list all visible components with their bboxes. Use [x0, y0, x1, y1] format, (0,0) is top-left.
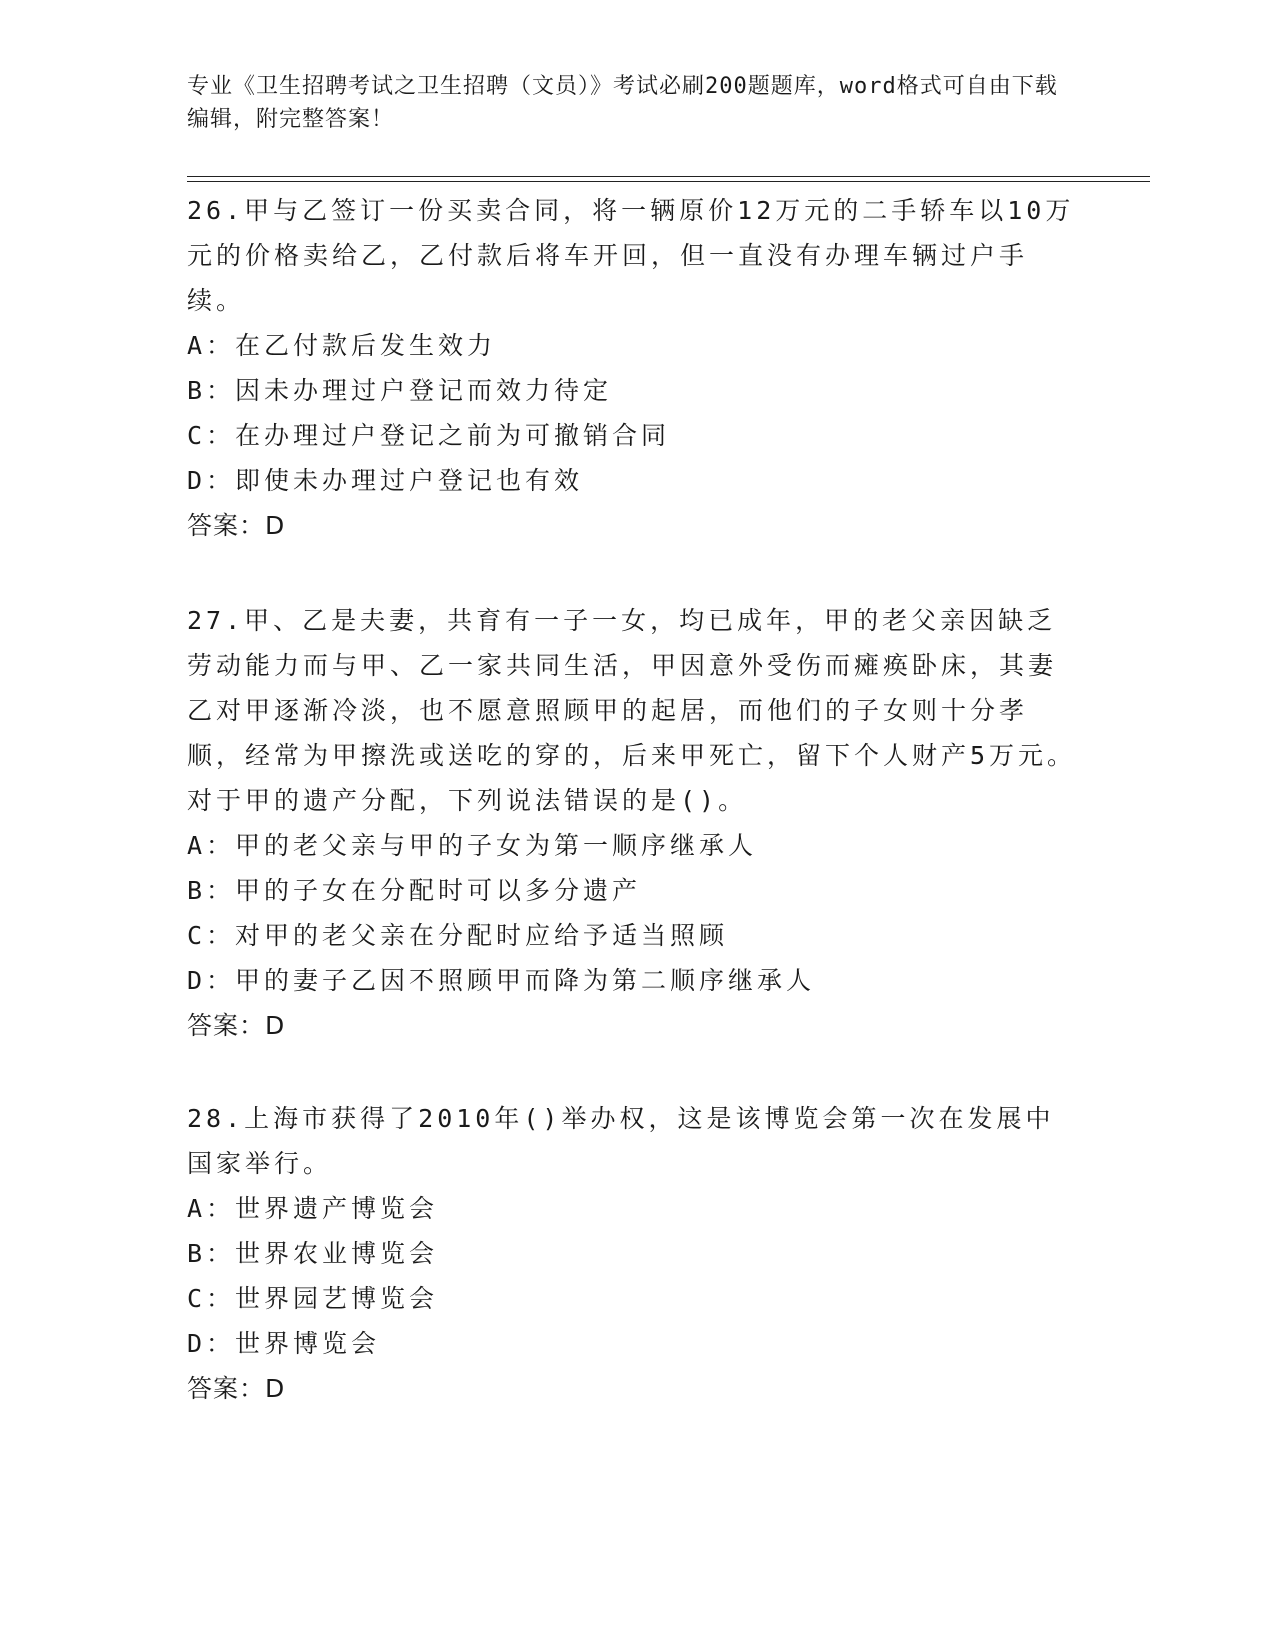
- question-27: [187, 598, 1077, 1048]
- question-stem: 26.甲与乙签订一份买卖合同，将一辆原价12万元的二手轿车以10万元的价格卖给乙，乙付款后将车开回，但一直没有办理车辆过户手续。: [187, 196, 1075, 315]
- answer-line: 答案：D: [187, 1011, 286, 1040]
- header-divider-bottom: [187, 181, 1150, 182]
- option-b: B：因未办理过户登记而效力待定: [187, 376, 613, 405]
- question-28: [187, 1096, 1077, 1411]
- document-header: 专业《卫生招聘考试之卫生招聘（文员）》考试必刷200题题库，word格式可自由下载编辑，附完整答案！: [187, 74, 1058, 132]
- option-c: C：对甲的老父亲在分配时应给予适当照顾: [187, 921, 729, 950]
- answer-line: 答案：D: [187, 1374, 286, 1403]
- option-c: C：在办理过户登记之前为可撤销合同: [187, 421, 671, 450]
- question-stem: 27.甲、乙是夫妻，共育有一子一女，均已成年，甲的老父亲因缺乏劳动能力而与甲、乙一家共同生活，甲因意外受伤而瘫痪卧床，其妻乙对甲逐渐冷淡，也不愿意照顾甲的起居，而他们的子女则十分孝顺，经常为甲擦洗或送吃的穿的，后来甲死亡，留下个人财产5万元。对于甲的遗产分配，下列说法错误的是()。: [187, 606, 1077, 815]
- option-d: D：世界博览会: [187, 1329, 381, 1358]
- option-d: D：甲的妻子乙因不照顾甲而降为第二顺序继承人: [187, 966, 816, 995]
- option-d: D：即使未办理过户登记也有效: [187, 466, 584, 495]
- option-a: A：甲的老父亲与甲的子女为第一顺序继承人: [187, 831, 758, 860]
- option-c: C：世界园艺博览会: [187, 1284, 439, 1313]
- option-a: A：世界遗产博览会: [187, 1194, 439, 1223]
- question-stem: 28.上海市获得了2010年()举办权，这是该博览会第一次在发展中国家举行。: [187, 1104, 1055, 1178]
- answer-line: 答案：D: [187, 511, 286, 540]
- option-b: B：甲的子女在分配时可以多分遗产: [187, 876, 642, 905]
- option-a: A：在乙付款后发生效力: [187, 331, 497, 360]
- option-b: B：世界农业博览会: [187, 1239, 439, 1268]
- question-26: [187, 188, 1077, 548]
- header-divider-top: [187, 176, 1150, 177]
